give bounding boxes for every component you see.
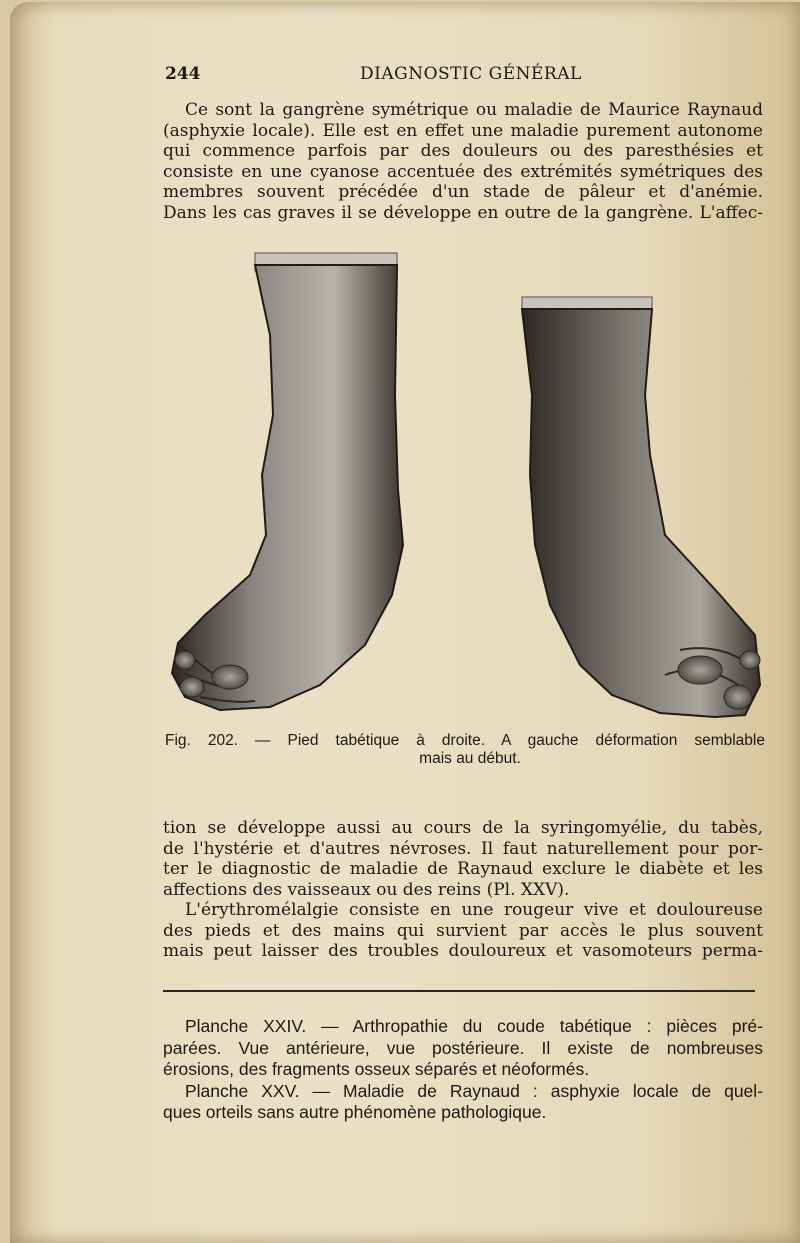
- section-divider: [163, 990, 755, 992]
- page-number: 244: [165, 64, 201, 84]
- text-line: qui commence parfois par des douleurs ou des paresthésies et: [163, 141, 763, 161]
- text-line: parées. Vue antérieure, vue postérieure. Il existe de nombreuses: [163, 1037, 763, 1058]
- page-header: [165, 64, 765, 88]
- text-line: (asphyxie locale). Elle est en effet une maladie purement autonome: [163, 120, 763, 141]
- caption-line: Fig. 202. — Pied tabétique à droite. A gauche déformation semblable: [165, 732, 765, 749]
- caption-line: mais au début.: [419, 750, 521, 767]
- text-line: L'érythromélalgie consiste en une rougeur vive et douloureuse: [185, 900, 763, 920]
- text-line: membres souvent précédée d'un stade de pâleur et d'anémie.: [163, 182, 763, 202]
- plates-legend: [163, 1016, 763, 1124]
- text-line: mais peut laisser des troubles douloureux et vasomoteurs perma-: [163, 941, 763, 961]
- text-line: Ce sont la gangrène symétrique ou maladie de Maurice Raynaud: [185, 100, 763, 120]
- text-line: des pieds et des mains qui survient par accès le plus souvent: [163, 920, 763, 941]
- text-line: affections des vaisseaux ou des reins (Pl. XXV).: [163, 879, 570, 900]
- running-title: DIAGNOSTIC GÉNÉRAL: [360, 64, 582, 84]
- text-line: Planche XXIV. — Arthropathie du coude tabétique : pièces pré-: [185, 1016, 763, 1036]
- figure-feet-illustration: [160, 245, 770, 725]
- text-line: ques orteils sans autre phénomène pathologique.: [163, 1102, 547, 1122]
- text-line: érosions, des fragments osseux séparés et néoformés.: [163, 1059, 590, 1079]
- right-foot-drawing: [522, 297, 760, 717]
- figure-caption: [165, 732, 765, 768]
- text-line: Planche XXV. — Maladie de Raynaud : asphyxie locale de quel-: [185, 1080, 763, 1101]
- text-line: de l'hystérie et d'autres névroses. Il faut naturellement pour por-: [163, 838, 763, 859]
- paragraph-raynaud-continued: [163, 818, 763, 962]
- text-line: tion se développe aussi au cours de la syringomyélie, du tabès,: [163, 818, 763, 838]
- paragraph-raynaud-intro: [163, 100, 763, 223]
- text-line: Dans les cas graves il se développe en outre de la gangrène. L'affec-: [163, 202, 763, 223]
- text-line: consiste en une cyanose accentuée des extrémités symétriques des: [163, 161, 763, 182]
- text-line: ter le diagnostic de maladie de Raynaud exclure le diabète et les: [163, 859, 763, 879]
- left-foot-drawing: [172, 253, 403, 710]
